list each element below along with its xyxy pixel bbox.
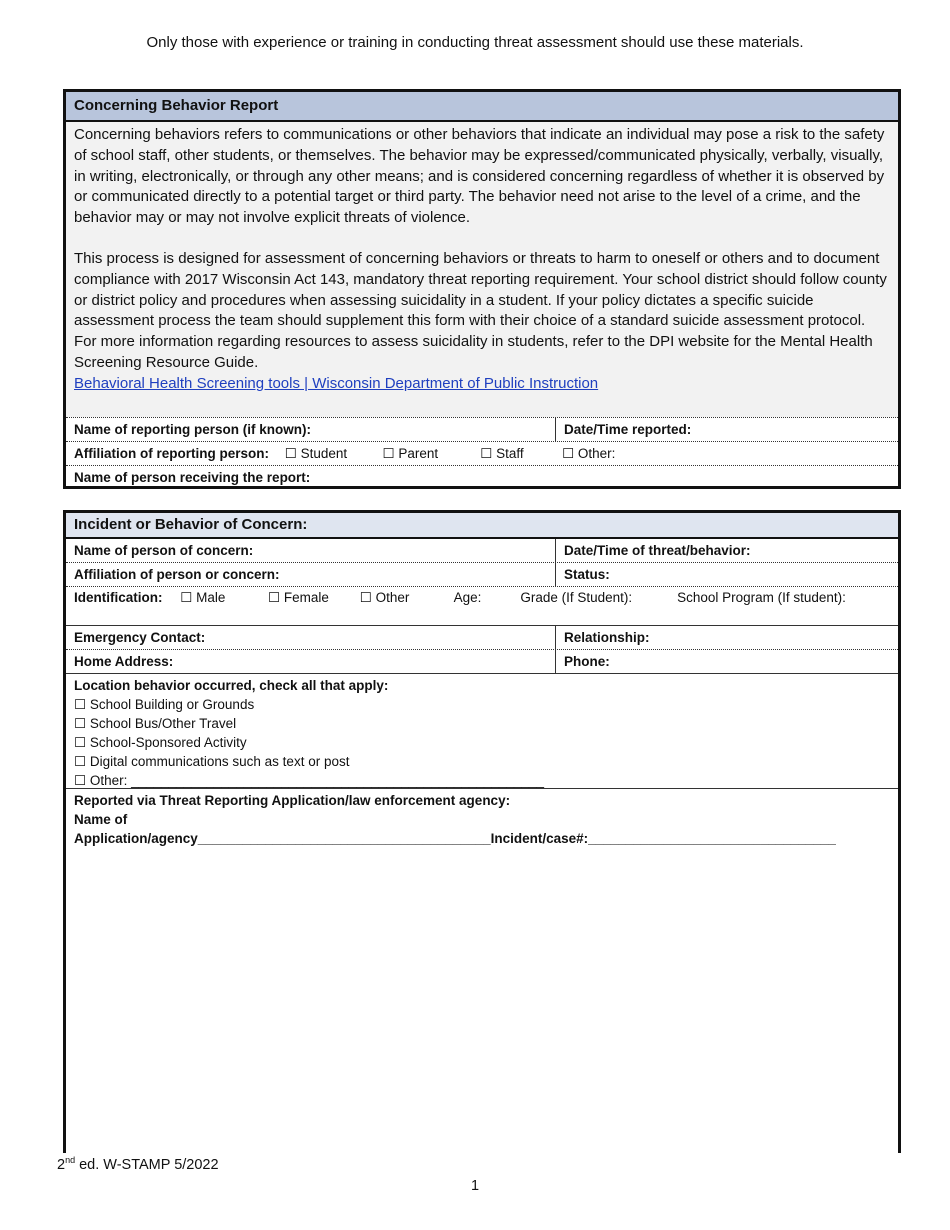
person-of-concern-row <box>66 539 898 562</box>
concerning-behavior-report-section <box>63 89 901 489</box>
location-school-building-checkbox[interactable]: ☐ School Building or Grounds <box>74 697 255 712</box>
school-program-field[interactable]: School Program (If student): <box>677 590 846 605</box>
concern-affiliation-field[interactable]: Affiliation of person or concern: <box>66 563 556 586</box>
threat-datetime-field[interactable]: Date/Time of threat/behavior: <box>564 543 751 558</box>
edition-number: 2 <box>57 1156 66 1173</box>
reported-via-label: Reported via Threat Reporting Application/law enforcement agency: <box>74 793 511 808</box>
description <box>66 122 898 417</box>
identification-row <box>66 586 898 625</box>
dpi-screening-tools-link[interactable]: Behavioral Health Screening tools | Wisconsin Department of Public Instruction <box>74 374 599 392</box>
other-gender-checkbox[interactable]: ☐ Other <box>359 590 410 605</box>
edition-footer <box>57 1155 219 1173</box>
emergency-contact-row <box>66 625 898 649</box>
edition-suffix: nd <box>65 1155 76 1165</box>
identification-label: Identification: <box>74 590 163 605</box>
receiving-person-field[interactable]: Name of person receiving the report: <box>74 470 311 485</box>
emergency-contact-field[interactable]: Emergency Contact: <box>66 626 556 649</box>
person-of-concern-field[interactable]: Name of person of concern: <box>66 539 556 562</box>
reporting-person-field[interactable]: Name of reporting person (if known): <box>66 418 556 441</box>
location-school-bus-checkbox[interactable]: ☐ School Bus/Other Travel <box>74 716 237 731</box>
date-reported-field[interactable]: Date/Time reported: <box>564 422 692 437</box>
edition-text: ed. W-STAMP 5/2022 <box>75 1156 219 1173</box>
female-checkbox[interactable]: ☐ Female <box>268 590 329 605</box>
affiliation-label: Affiliation of reporting person: <box>74 446 269 461</box>
age-field[interactable]: Age: <box>453 590 482 605</box>
section-title: Concerning Behavior Report <box>66 92 898 122</box>
description-paragraph-1: Concerning behaviors refers to communications or other behaviors that indicate an individual may pose a risk to the safety of school staff, other students, or themselves. The behavior may be expressed/communicated physically, verbally, visually, in writing, electronically, or through any other means; and is considered concerning regardless of whether it is observed by or communicated directly to a potential target or third party. The behavior need not arise to the level of a crime, and the behavior may or may not involve explicit threats of violence. <box>74 126 885 227</box>
incident-section <box>63 510 901 1153</box>
home-address-field[interactable]: Home Address: <box>66 650 556 673</box>
page-number: 1 <box>470 1178 480 1194</box>
reporting-person-row <box>66 417 898 441</box>
incident-title: Incident or Behavior of Concern: <box>66 513 898 539</box>
staff-checkbox[interactable]: ☐ Staff <box>480 446 524 461</box>
address-row <box>66 649 898 673</box>
parent-checkbox[interactable]: ☐ Parent <box>382 446 439 461</box>
receiving-person-row <box>66 465 898 489</box>
reported-via-section <box>66 788 898 850</box>
location-label: Location behavior occurred, check all that apply: <box>74 678 389 693</box>
location-other-checkbox[interactable]: ☐ Other: _______________________________________________________ <box>74 773 545 788</box>
application-agency-field[interactable]: Name of Application/agency_______________________________________Incident/case#:_________________________________ <box>74 812 836 846</box>
male-checkbox[interactable]: ☐ Male <box>180 590 226 605</box>
location-digital-checkbox[interactable]: ☐ Digital communications such as text or post <box>74 754 350 769</box>
other-checkbox[interactable]: ☐ Other: <box>562 446 616 461</box>
phone-field[interactable]: Phone: <box>564 654 610 669</box>
affiliation-row <box>66 441 898 465</box>
location-school-activity-checkbox[interactable]: ☐ School-Sponsored Activity <box>74 735 247 750</box>
affiliation-status-row <box>66 562 898 586</box>
location-section <box>66 673 898 788</box>
status-field[interactable]: Status: <box>564 567 610 582</box>
grade-field[interactable]: Grade (If Student): <box>520 590 633 605</box>
description-paragraph-2: This process is designed for assessment of concerning behaviors or threats to harm to oneself or others and to document compliance with 2017 Wisconsin Act 143, mandatory threat reporting requirement. Your school district should follow county or district policy and procedures when assessing suicidality in a student. If your policy dictates a specific suicide assessment process the team should supplement this form with their choice of a standard suicide assessment protocol. For more information regarding resources to assess suicidality in students, refer to the DPI website for the Mental Health Screening Resource Guide. <box>74 249 887 371</box>
relationship-field[interactable]: Relationship: <box>564 630 650 645</box>
notice-text: Only those with experience or training in conducting threat assessment should use these materials. <box>146 34 804 51</box>
student-checkbox[interactable]: ☐ Student <box>284 446 348 461</box>
